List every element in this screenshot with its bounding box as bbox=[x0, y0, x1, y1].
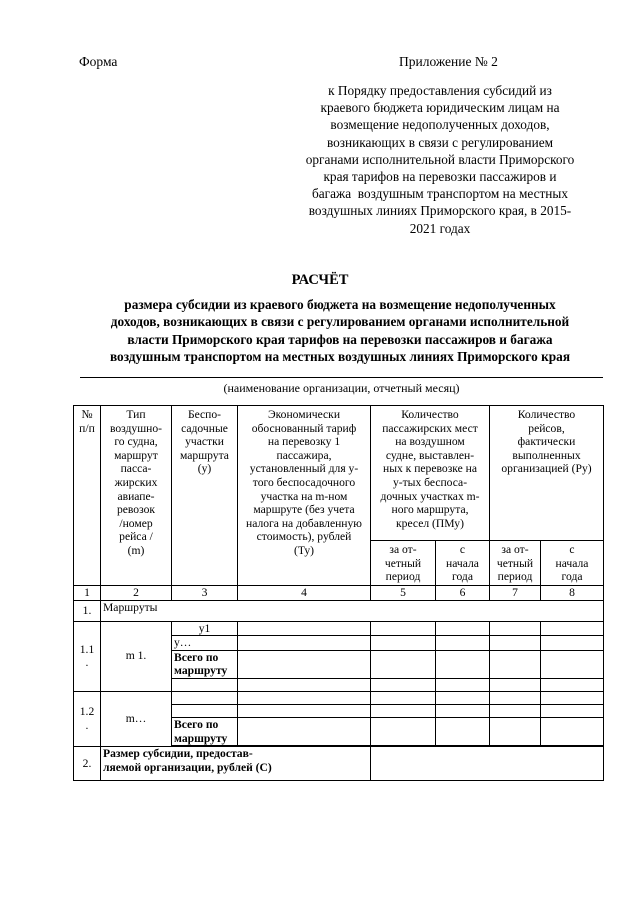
segment-cell: y1 bbox=[172, 621, 238, 636]
table-cell bbox=[371, 691, 436, 704]
header-line: (Ту) bbox=[293, 543, 315, 557]
section-1-label: Маршруты bbox=[101, 600, 604, 621]
table-cell bbox=[490, 717, 541, 746]
table-cell bbox=[541, 691, 604, 704]
header-flights-year-start bbox=[541, 541, 604, 586]
table-cell bbox=[238, 621, 371, 636]
subtitle-line: власти Приморского края тарифов на перевозки пассажиров и багажа bbox=[127, 331, 553, 347]
header-line: года bbox=[561, 570, 583, 584]
section-2-label: Размер субсидии, предостав- ляемой организации, рублей (С) bbox=[101, 746, 371, 780]
table-cell bbox=[490, 621, 541, 636]
table-cell bbox=[238, 636, 371, 651]
header-line: рейсов, bbox=[528, 421, 565, 435]
header-line: четный bbox=[496, 556, 534, 570]
header-segments-cell bbox=[172, 406, 238, 586]
header-line: Тип bbox=[126, 408, 146, 421]
route-total-label: Всего по маршруту bbox=[172, 650, 238, 678]
header-line: Беспо- bbox=[187, 408, 222, 421]
header-line: пасса- bbox=[120, 462, 152, 476]
appendix-line: возмещение недополученных доходов, bbox=[330, 117, 550, 133]
header-line: участки bbox=[185, 435, 224, 449]
header-type-cell bbox=[101, 406, 172, 586]
col-number-cell: 4 bbox=[238, 586, 371, 601]
table-cell bbox=[490, 650, 541, 678]
header-line: ных к перевозке на bbox=[382, 462, 478, 476]
header-num-cell bbox=[74, 406, 101, 586]
appendix-line: багажа воздушным транспортом на местных bbox=[312, 186, 568, 202]
header-line: (m) bbox=[127, 543, 145, 557]
header-tariff-cell bbox=[238, 406, 371, 586]
header-line: дочных участках m- bbox=[380, 489, 480, 503]
appendix-line: воздушных линиях Приморского края, в 2015- bbox=[308, 203, 572, 219]
col-number-cell: 1 bbox=[74, 586, 101, 601]
section-2-num: 2. bbox=[74, 746, 101, 780]
header-line: на перевозку 1 bbox=[267, 435, 341, 449]
header-line: выполненных bbox=[512, 448, 581, 462]
header-line: п/п bbox=[79, 421, 95, 435]
header-line: налога на добавленную bbox=[246, 516, 362, 530]
table-cell bbox=[371, 704, 436, 717]
header-flights-cell bbox=[490, 406, 604, 541]
route-1-num: 1.1 . bbox=[74, 621, 101, 691]
subtitle-line: размера субсидии из краевого бюджета на возмещение недополученных bbox=[124, 297, 556, 312]
table-cell bbox=[490, 636, 541, 651]
document-subtitle bbox=[70, 296, 610, 365]
segment-cell: у… bbox=[172, 636, 238, 651]
subtitle-line: доходов, возникающих в связи с регулированием органами исполнительной bbox=[110, 314, 570, 330]
table-cell bbox=[541, 621, 604, 636]
col-number-cell: 2 bbox=[101, 586, 172, 601]
header-line: период bbox=[385, 570, 421, 584]
header-line: /номер bbox=[119, 516, 153, 530]
table-cell bbox=[238, 691, 371, 704]
header-line: пассажирских мест bbox=[382, 421, 478, 435]
table-cell bbox=[238, 678, 371, 691]
header-line: маршруте (без учета bbox=[253, 503, 355, 517]
table-cell bbox=[436, 650, 490, 678]
header-line: Экономически bbox=[267, 408, 341, 421]
table-cell bbox=[541, 636, 604, 651]
table-cell bbox=[436, 704, 490, 717]
table-cell bbox=[371, 621, 436, 636]
calculation-table bbox=[73, 405, 604, 781]
table-cell bbox=[238, 650, 371, 678]
route-total-label: Всего по маршруту bbox=[172, 717, 238, 746]
header-line: с bbox=[459, 543, 466, 556]
header-line: (у) bbox=[197, 462, 212, 476]
table-cell bbox=[436, 636, 490, 651]
header-line: кресел (ПМу) bbox=[396, 516, 464, 530]
route-2-num: 1.2 . bbox=[74, 691, 101, 746]
table-cell bbox=[436, 678, 490, 691]
table-cell bbox=[371, 717, 436, 746]
appendix-line: 2021 годах bbox=[409, 220, 471, 236]
header-line: рейса / bbox=[119, 530, 153, 544]
table-cell bbox=[541, 704, 604, 717]
header-line: ного маршрута, bbox=[391, 503, 469, 517]
header-seats-year-start bbox=[436, 541, 490, 586]
route-2-name: m… bbox=[101, 691, 172, 746]
header-line: за от- bbox=[389, 543, 417, 556]
table-cell bbox=[436, 717, 490, 746]
table-cell bbox=[541, 678, 604, 691]
table-cell bbox=[371, 636, 436, 651]
header-line: организацией (Ру) bbox=[501, 462, 592, 476]
header-line: маршрут bbox=[114, 448, 158, 462]
table-cell bbox=[238, 717, 371, 746]
col-number-cell: 3 bbox=[172, 586, 238, 601]
appendix-line: органами исполнительной власти Приморского bbox=[305, 151, 575, 167]
header-line: участка на m-ном bbox=[260, 489, 348, 503]
table-cell bbox=[541, 717, 604, 746]
table-cell bbox=[490, 691, 541, 704]
col-number-cell: 7 bbox=[490, 586, 541, 601]
header-line: фактически bbox=[517, 435, 576, 449]
table-cell bbox=[436, 621, 490, 636]
header-line: установленный для у- bbox=[249, 462, 359, 476]
appendix-line: к Порядку предоставления субсидий из bbox=[328, 83, 552, 98]
table-cell bbox=[490, 678, 541, 691]
table-cell bbox=[172, 678, 238, 691]
appendix-label: Приложение № 2 bbox=[399, 54, 498, 69]
header-line: стоимость), рублей bbox=[256, 530, 352, 544]
form-label: Форма bbox=[79, 54, 118, 69]
col-number-cell: 8 bbox=[541, 586, 604, 601]
header-line: маршрута bbox=[180, 448, 229, 462]
table-cell bbox=[371, 650, 436, 678]
header-line: садочные bbox=[181, 421, 228, 435]
header-line: обоснованный тариф bbox=[251, 421, 357, 435]
route-1-name: m 1. bbox=[101, 621, 172, 691]
header-flights-report-period bbox=[490, 541, 541, 586]
header-line: того беспосадочного bbox=[252, 475, 356, 489]
header-line: период bbox=[497, 570, 533, 584]
header-line: Количество bbox=[517, 408, 576, 421]
header-seats-cell bbox=[371, 406, 490, 541]
col-number-cell: 6 bbox=[436, 586, 490, 601]
header-line: жирских bbox=[114, 475, 158, 489]
header-line: судне, выставлен- bbox=[385, 448, 475, 462]
segment-cell bbox=[172, 704, 238, 717]
header-line: ревозок bbox=[116, 503, 156, 517]
header-line: авиапе- bbox=[117, 489, 155, 503]
subsidy-value-cell bbox=[371, 746, 604, 780]
col-number-cell: 5 bbox=[371, 586, 436, 601]
appendix-text bbox=[285, 82, 595, 237]
section-1-num: 1. bbox=[74, 600, 101, 621]
header-line: воздушно- bbox=[109, 421, 163, 435]
header-line: начала bbox=[446, 556, 479, 570]
header-line: начала bbox=[555, 556, 589, 570]
document-title: РАСЧЁТ bbox=[291, 272, 349, 288]
appendix-line: краевого бюджета юридическим лицам на bbox=[320, 100, 560, 116]
header-line: с bbox=[569, 543, 575, 556]
table-cell bbox=[436, 691, 490, 704]
appendix-line: края тарифов на перевозки пассажиров и bbox=[323, 169, 557, 185]
header-line: Количество bbox=[401, 408, 459, 421]
table-cell bbox=[371, 678, 436, 691]
organization-name-line bbox=[80, 377, 603, 378]
header-line: четный bbox=[384, 556, 422, 570]
header-line: на воздушном bbox=[395, 435, 465, 449]
header-seats-report-period bbox=[371, 541, 436, 586]
header-line: года bbox=[452, 570, 473, 584]
header-line: го судна, bbox=[114, 435, 158, 449]
segment-cell bbox=[172, 691, 238, 704]
organization-name-caption: (наименование организации, отчетный месяц) bbox=[223, 381, 460, 395]
header-line: за от- bbox=[501, 543, 529, 556]
header-line: № bbox=[81, 408, 93, 421]
header-line: у-тых беспоса- bbox=[392, 475, 468, 489]
table-cell bbox=[541, 650, 604, 678]
table-cell bbox=[490, 704, 541, 717]
subtitle-line: воздушным транспортом на местных воздушных линиях Приморского края bbox=[109, 348, 571, 364]
appendix-line: возникающих в связи с регулированием bbox=[326, 134, 554, 150]
table-cell bbox=[238, 704, 371, 717]
header-line: пассажира, bbox=[276, 448, 332, 462]
